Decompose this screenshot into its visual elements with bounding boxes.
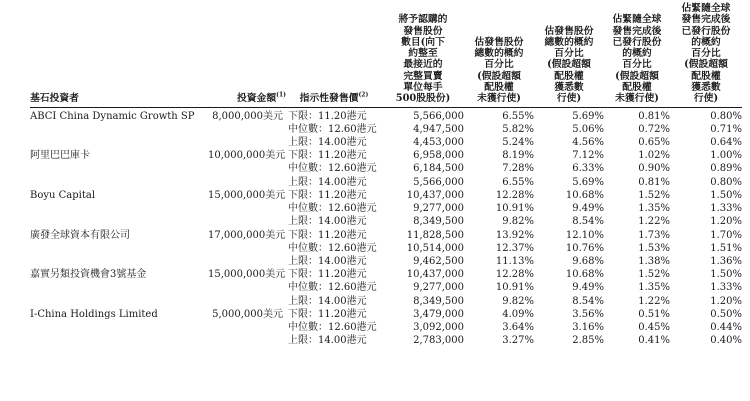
pct-total-over-cell: 2.85%: [572, 335, 604, 347]
pct-total-over-cell: 4.56%: [572, 137, 604, 149]
pct-issued-no-over-cell: 1.35%: [638, 282, 670, 294]
investment-amount-cell: [208, 215, 286, 228]
investment-amount-cell: [208, 136, 286, 149]
pct-total-over-cell: 5.06%: [572, 123, 604, 135]
pct-issued-no-over-cell: 0.65%: [638, 137, 670, 149]
offer-price-cell: 下限：11.20港元: [288, 229, 367, 241]
pct-issued-no-over-cell: 0.41%: [638, 335, 670, 347]
header-pct-issued-no-over: [604, 3, 670, 107]
table-row: [30, 334, 742, 347]
pct-issued-over-cell: 1.00%: [710, 150, 742, 162]
table-row: [30, 295, 742, 308]
pct-issued-over-cell: 1.33%: [710, 282, 742, 294]
table-row: [30, 123, 742, 136]
pct-total-no-over-cell: 9.82%: [502, 295, 534, 307]
shares-cell: 9,277,000: [413, 282, 464, 294]
pct-total-over-cell: 8.54%: [572, 216, 604, 228]
shares-cell: 10,514,000: [406, 242, 464, 254]
shares-cell: 6,958,000: [413, 150, 464, 162]
header-line: 完整買賣: [403, 70, 443, 82]
investor-name-cell: [30, 176, 208, 189]
pct-total-no-over-cell: 11.13%: [495, 255, 534, 267]
pct-issued-over-cell: 0.80%: [710, 110, 742, 122]
offer-price-cell: 上限：14.00港元: [288, 335, 367, 347]
offer-price-cell: 中位數：12.60港元: [288, 282, 377, 294]
offer-price-cell: 下限：11.20港元: [288, 150, 367, 162]
pct-issued-no-over-cell: 1.52%: [638, 189, 670, 201]
shares-cell: 6,184,500: [413, 163, 464, 175]
shares-cell: 9,277,000: [413, 203, 464, 215]
investor-name-cell: [30, 321, 208, 334]
offer-price-cell: 下限：11.20港元: [288, 308, 367, 320]
header-line: 已發行股份: [612, 36, 662, 48]
header-line: 佔緊隨全球: [681, 3, 731, 14]
investor-name-cell: Boyu Capital: [30, 189, 96, 201]
pct-issued-over-cell: 0.50%: [710, 308, 742, 320]
header-pct-total-over: [534, 3, 604, 107]
investment-amount-cell: 17,000,000美元: [208, 229, 286, 241]
pct-total-no-over-cell: 7.28%: [502, 163, 534, 175]
pct-total-no-over-cell: 4.09%: [502, 308, 534, 320]
offer-price-cell: 上限：14.00港元: [288, 216, 367, 228]
header-pct-total-no-over-lines: [475, 37, 524, 105]
pct-issued-no-over-cell: 0.72%: [638, 123, 670, 135]
pct-issued-over-cell: 0.40%: [710, 335, 742, 347]
pct-total-over-cell: 5.69%: [572, 110, 604, 122]
investor-name-cell: [30, 202, 208, 215]
header-line: 數目(向下: [401, 36, 445, 48]
header-line: (假設超額: [547, 59, 591, 71]
investment-amount-cell: 8,000,000美元: [212, 110, 283, 122]
pct-total-no-over-cell: 12.28%: [495, 269, 534, 281]
header-line: 百分比: [691, 48, 721, 60]
shares-cell: 3,092,000: [413, 321, 464, 333]
shares-cell: 9,462,500: [413, 255, 464, 267]
header-line: 發售股份: [403, 25, 443, 37]
investment-amount-cell: [208, 281, 286, 294]
header-price-label: 指示性發售價: [299, 93, 359, 105]
pct-total-no-over-cell: 5.82%: [502, 123, 534, 135]
offer-price-cell: 上限：14.00港元: [288, 176, 367, 188]
investment-amount-cell: 15,000,000美元: [208, 269, 286, 281]
pct-issued-no-over-cell: 1.73%: [638, 229, 670, 241]
pct-issued-over-cell: 0.80%: [710, 176, 742, 188]
pct-issued-no-over-cell: 1.53%: [638, 242, 670, 254]
header-line: 發售完成後: [612, 25, 662, 37]
header-investor: 基石投資者: [30, 3, 208, 107]
pct-issued-over-cell: 1.51%: [710, 242, 742, 254]
header-line: 估發售股份: [544, 25, 594, 37]
pct-total-no-over-cell: 12.28%: [495, 189, 534, 201]
shares-cell: 8,349,500: [413, 216, 464, 228]
header-amount-label: 投資金額: [236, 93, 277, 105]
shares-cell: 2,783,000: [413, 335, 464, 347]
investor-name-cell: 嘉實另類投資機會3號基金: [30, 269, 147, 281]
table-body: [30, 107, 742, 347]
pct-total-no-over-cell: 6.55%: [502, 110, 534, 122]
investment-amount-cell: [208, 242, 286, 255]
investment-amount-cell: [208, 255, 286, 268]
pct-issued-over-cell: 1.70%: [710, 229, 742, 241]
pct-issued-over-cell: 1.33%: [710, 203, 742, 215]
pct-total-over-cell: 10.76%: [565, 242, 604, 254]
table-row: [30, 242, 742, 255]
header-line: (假設超額: [615, 70, 659, 82]
pct-issued-over-cell: 1.20%: [710, 295, 742, 307]
shares-cell: 4,453,000: [413, 137, 464, 149]
table-row: [30, 149, 742, 162]
header-pct-issued-over: [670, 3, 742, 107]
investor-name-cell: [30, 162, 208, 175]
pct-total-no-over-cell: 9.82%: [502, 216, 534, 228]
investor-name-cell: [30, 255, 208, 268]
header-line: 總數的概約: [474, 48, 524, 60]
header-line: 佔緊隨全球: [612, 14, 662, 26]
header-line: 百分比: [484, 59, 514, 71]
investor-name-cell: ABCI China Dynamic Growth SP: [30, 110, 195, 122]
investor-name-cell: [30, 242, 208, 255]
pct-total-no-over-cell: 10.91%: [495, 282, 534, 294]
pct-issued-no-over-cell: 1.22%: [638, 295, 670, 307]
pct-total-no-over-cell: 8.19%: [502, 150, 534, 162]
pct-issued-over-cell: 0.71%: [710, 123, 742, 135]
table-row: [30, 162, 742, 175]
pct-issued-over-cell: 0.44%: [710, 321, 742, 333]
pct-issued-no-over-cell: 1.52%: [638, 269, 670, 281]
header-line: 估發售股份: [474, 36, 524, 48]
pct-issued-no-over-cell: 0.90%: [638, 163, 670, 175]
header-line: 配股權: [484, 82, 514, 94]
table-row: [30, 136, 742, 149]
offer-price-cell: 上限：14.00港元: [288, 295, 367, 307]
pct-issued-no-over-cell: 0.45%: [638, 321, 670, 333]
investor-name-cell: [30, 295, 208, 308]
pct-total-over-cell: 5.69%: [572, 176, 604, 188]
header-line: 配股權: [691, 70, 721, 82]
pct-issued-no-over-cell: 0.51%: [638, 308, 670, 320]
header-line: 單位每手: [403, 82, 443, 94]
investor-name-cell: 阿里巴巴庫卡: [30, 150, 90, 162]
offer-price-cell: 下限：11.20港元: [288, 269, 367, 281]
header-shares-lines: [396, 14, 450, 104]
header-price: [286, 3, 382, 107]
pct-total-over-cell: 6.33%: [572, 163, 604, 175]
shares-cell: 8,349,500: [413, 295, 464, 307]
table-row: [30, 321, 742, 334]
pct-total-over-cell: 9.68%: [572, 255, 604, 267]
investor-name-cell: [30, 123, 208, 136]
investment-amount-cell: [208, 321, 286, 334]
table-row: [30, 202, 742, 215]
header-line: 百分比: [622, 59, 652, 71]
header-line: 最接近的: [403, 59, 443, 71]
table-row: [30, 189, 742, 202]
pct-total-no-over-cell: 6.55%: [502, 176, 534, 188]
header-line: 總數的概約: [544, 36, 594, 48]
header-line: 未獲行使): [615, 93, 659, 105]
offer-price-cell: 下限：11.20港元: [288, 189, 367, 201]
pct-issued-no-over-cell: 0.81%: [638, 110, 670, 122]
table-row: [30, 281, 742, 294]
pct-issued-over-cell: 1.36%: [710, 255, 742, 267]
shares-cell: 3,479,000: [413, 308, 464, 320]
offer-price-cell: 下限：11.20港元: [288, 110, 367, 122]
header-line: 的概約: [691, 36, 721, 48]
pct-total-no-over-cell: 13.92%: [495, 229, 534, 241]
header-pct-total-over-lines: [545, 26, 594, 105]
pct-issued-no-over-cell: 0.81%: [638, 176, 670, 188]
pct-total-over-cell: 3.56%: [572, 308, 604, 320]
header-line: 約整至: [408, 48, 438, 60]
pct-issued-over-cell: 0.64%: [710, 137, 742, 149]
header-pct-issued-no-over-lines: [613, 14, 662, 104]
header-line: 將予認購的: [398, 14, 448, 26]
investment-amount-cell: 10,000,000美元: [208, 150, 286, 162]
header-line: 行使): [693, 93, 719, 105]
header-line: 百分比: [554, 48, 584, 60]
table-row: [30, 107, 742, 123]
header-amount-note: (1): [276, 92, 286, 100]
pct-issued-over-cell: 1.50%: [710, 189, 742, 201]
pct-issued-no-over-cell: 1.38%: [638, 255, 670, 267]
table-row: [30, 229, 742, 242]
offer-price-cell: 中位數：12.60港元: [288, 242, 377, 254]
offer-price-cell: 中位數：12.60港元: [288, 203, 377, 215]
pct-issued-no-over-cell: 1.02%: [638, 150, 670, 162]
table-row: [30, 215, 742, 228]
header-pct-issued-over-lines: [682, 3, 731, 105]
investor-name-cell: 廣發全球資本有限公司: [30, 229, 130, 241]
pct-total-over-cell: 10.68%: [565, 269, 604, 281]
header-line: 已發行股份: [681, 25, 731, 37]
header-line: 配股權: [554, 70, 584, 82]
header-line: 發售完成後: [681, 14, 731, 26]
table-row: [30, 255, 742, 268]
investor-name-cell: [30, 281, 208, 294]
shares-cell: 4,947,500: [413, 123, 464, 135]
pct-total-over-cell: 9.49%: [572, 203, 604, 215]
pct-total-no-over-cell: 5.24%: [502, 137, 534, 149]
table-row: [30, 308, 742, 321]
shares-cell: 5,566,000: [413, 176, 464, 188]
pct-issued-no-over-cell: 1.22%: [638, 216, 670, 228]
investment-amount-cell: [208, 123, 286, 136]
shares-cell: 10,437,000: [406, 189, 464, 201]
pct-total-over-cell: 3.16%: [572, 321, 604, 333]
investor-name-cell: I-China Holdings Limited: [30, 308, 158, 320]
header-line: 獲悉數: [554, 82, 584, 94]
pct-total-no-over-cell: 3.27%: [502, 335, 534, 347]
investment-amount-cell: [208, 202, 286, 215]
offer-price-cell: 中位數：12.60港元: [288, 123, 377, 135]
pct-issued-over-cell: 1.50%: [710, 269, 742, 281]
pct-total-no-over-cell: 12.37%: [495, 242, 534, 254]
table-row: [30, 176, 742, 189]
pct-total-over-cell: 9.49%: [572, 282, 604, 294]
pct-total-no-over-cell: 10.91%: [495, 203, 534, 215]
header-line: 獲悉數: [691, 82, 721, 94]
investment-amount-cell: [208, 334, 286, 347]
header-row: [30, 3, 742, 107]
offer-price-cell: 中位數：12.60港元: [288, 163, 377, 175]
pct-issued-over-cell: 1.20%: [710, 216, 742, 228]
offer-price-cell: 中位數：12.60港元: [288, 321, 377, 333]
shares-cell: 11,828,500: [406, 229, 464, 241]
investment-amount-cell: [208, 295, 286, 308]
pct-total-over-cell: 12.10%: [565, 229, 604, 241]
header-pct-total-no-over: [464, 3, 534, 107]
header-amount: [208, 3, 286, 107]
shares-cell: 10,437,000: [406, 269, 464, 281]
table-row: [30, 268, 742, 281]
offer-price-cell: 上限：14.00港元: [288, 255, 367, 267]
pct-issued-over-cell: 0.89%: [710, 163, 742, 175]
investor-name-cell: [30, 215, 208, 228]
investment-amount-cell: [208, 176, 286, 189]
header-line: (假設超額: [684, 59, 728, 71]
investment-amount-cell: 5,000,000美元: [212, 308, 283, 320]
investor-name-cell: [30, 136, 208, 149]
header-price-note: (2): [358, 92, 369, 100]
pct-total-over-cell: 10.68%: [565, 189, 604, 201]
offer-price-cell: 上限：14.00港元: [288, 137, 367, 149]
investor-name-cell: [30, 334, 208, 347]
shares-cell: 5,566,000: [413, 110, 464, 122]
pct-issued-no-over-cell: 1.35%: [638, 203, 670, 215]
pct-total-over-cell: 7.12%: [572, 150, 604, 162]
header-line: (假設超額: [477, 70, 521, 82]
header-shares: [382, 3, 464, 107]
header-line: 500股股份): [395, 93, 451, 105]
header-line: 配股權: [622, 82, 652, 94]
investment-amount-cell: [208, 162, 286, 175]
pct-total-no-over-cell: 3.64%: [502, 321, 534, 333]
cornerstone-investors-table: [30, 3, 742, 347]
investment-amount-cell: 15,000,000美元: [208, 189, 286, 201]
header-line: 未獲行使): [477, 93, 521, 105]
header-line: 的概約: [622, 48, 652, 60]
pct-total-over-cell: 8.54%: [572, 295, 604, 307]
header-line: 行使): [556, 93, 582, 105]
